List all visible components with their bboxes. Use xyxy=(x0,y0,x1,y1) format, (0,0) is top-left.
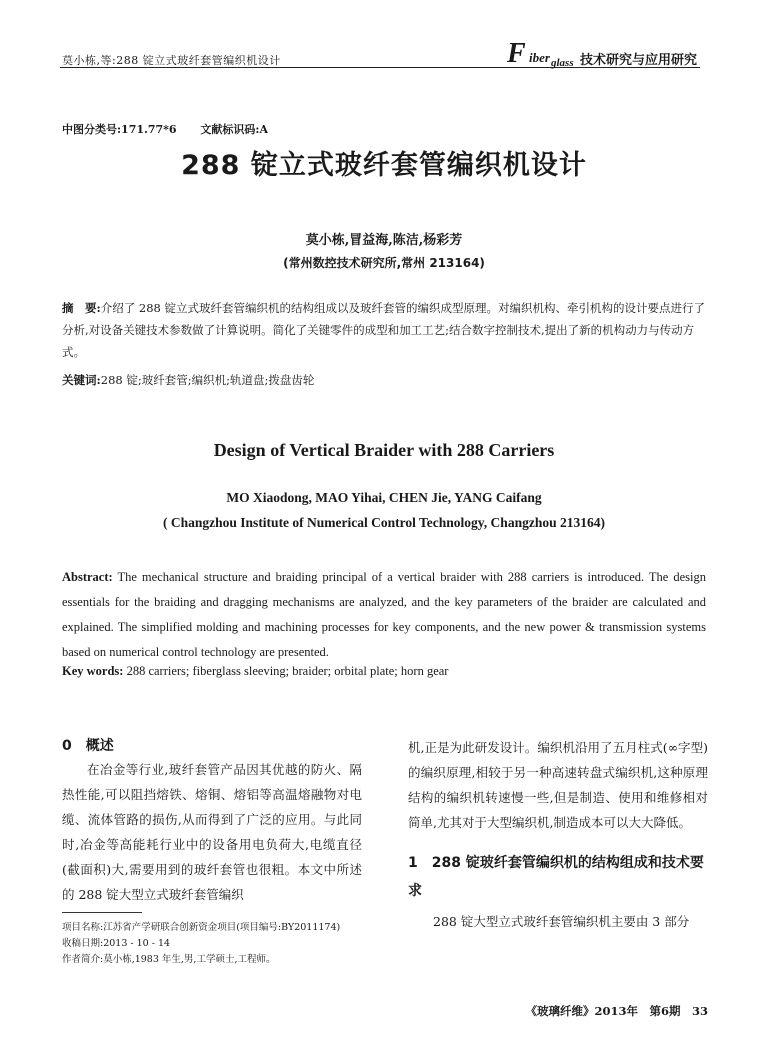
abstract-en xyxy=(62,565,706,665)
affiliation-cn: (常州数控技术研究所,常州 213164) xyxy=(283,256,485,270)
section-title: 概述 xyxy=(85,738,114,754)
logo-glass: glass xyxy=(551,57,574,69)
keywords-en-text: 288 carriers; fiberglass sleeving; braider; orbital plate; horn gear xyxy=(123,664,449,678)
footnote-received: 收稿日期:2013 - 10 - 14 xyxy=(62,938,171,949)
affiliation-en: ( Changzhou Institute of Numerical Control Technology, Changzhou 213164) xyxy=(163,515,605,530)
classification-line xyxy=(62,121,288,137)
keywords-cn-text: 288 锭;玻纤套管;编织机;轨道盘;拨盘齿轮 xyxy=(100,373,315,387)
paper-title-en: Design of Vertical Braider with 288 Carriers xyxy=(213,440,555,460)
keywords-cn xyxy=(62,372,706,388)
body-paragraph-continued: 机,正是为此研发设计。编织机沿用了五月柱式(∞字型)的编织原理,相较于另一种高速转盘式编织机,这种原理结构的编织机转速慢一些,但是制造、使用和维修相对简单,尤其对于大型编织机,制造成本可以大大降低。 xyxy=(408,740,708,830)
footnotes xyxy=(62,920,362,968)
keywords-en xyxy=(62,664,706,679)
keywords-cn-label: 关键词: xyxy=(62,373,101,387)
section-number: 1 xyxy=(408,855,418,871)
logo-iber: iber xyxy=(529,50,550,65)
abstract-en-label: Abstract: xyxy=(62,570,113,584)
running-header-left: 莫小栋,等:288 锭立式玻纤套管编织机设计 xyxy=(62,54,281,67)
section-number: 0 xyxy=(62,738,72,754)
body-column-right xyxy=(408,735,708,934)
keywords-en-label: Key words: xyxy=(62,664,124,678)
authors-cn: 莫小栋,冒益海,陈洁,杨彩芳 xyxy=(305,233,463,248)
document-code: 文献标识码:A xyxy=(200,123,269,136)
body-paragraph: 288 锭大型立式玻纤套管编织机主要由 3 部分 xyxy=(433,914,690,929)
section-heading-0 xyxy=(62,735,362,757)
abstract-cn xyxy=(62,297,706,363)
abstract-en-text: The mechanical structure and braiding principal of a vertical braider with 288 carriers is introduced. The design essentials for the braiding and dragging mechanisms are analyzed, and the key parameters of the braider are calculated and explained. The simplified molding and machining processes for key components, and the new power & transmission systems based on numerical control technology are presented. xyxy=(62,570,706,659)
journal-logo xyxy=(505,40,705,68)
running-header-right: 技术研究与应用研究 xyxy=(580,53,698,68)
authors-en: MO Xiaodong, MAO Yihai, CHEN Jie, YANG Caifang xyxy=(226,490,542,505)
abstract-cn-label: 摘 要: xyxy=(62,301,101,315)
section-heading-1 xyxy=(408,849,708,905)
paper-title-cn: 288 锭立式玻纤套管编织机设计 xyxy=(181,150,587,181)
body-column-left xyxy=(62,735,362,907)
section-title: 288 锭玻纤套管编织机的结构组成和技术要求 xyxy=(408,855,704,899)
footnote-rule xyxy=(62,912,142,913)
footnote-project: 项目名称:江苏省产学研联合创新资金项目(项目编号:BY2011174) xyxy=(62,922,341,933)
header-rule xyxy=(60,67,700,68)
body-paragraph: 在冶金等行业,玻纤套管产品因其优越的防火、隔热性能,可以阻挡熔铁、熔铜、熔铝等高温熔融物对电缆、流体管路的损伤,从而得到了广泛的应用。与此同时,冶金等高能耗行业中的设备用电负荷大,电缆直径(截面积)大,需要用到的玻纤套管也很粗。本文中所述的 288 锭大型立式玻纤套管编织 xyxy=(62,762,362,902)
abstract-cn-text: 介绍了 288 锭立式玻纤套管编织机的结构组成以及玻纤套管的编织成型原理。对编织机构、牵引机构的设计要点进行了分析,对设备关键技术参数做了计算说明。简化了关键零件的成型和加工工艺;结合数字控制技术,提出了新的机构动力与传动方式。 xyxy=(62,301,706,359)
clc-number: 中图分类号:171.77*6 xyxy=(62,123,177,136)
page-footer: 《玻璃纤维》2013年 第6期 33 xyxy=(525,1004,708,1018)
logo-letter-f: F xyxy=(507,38,526,69)
footnote-author: 作者简介:莫小栋,1983 年生,男,工学硕士,工程师。 xyxy=(62,954,276,965)
